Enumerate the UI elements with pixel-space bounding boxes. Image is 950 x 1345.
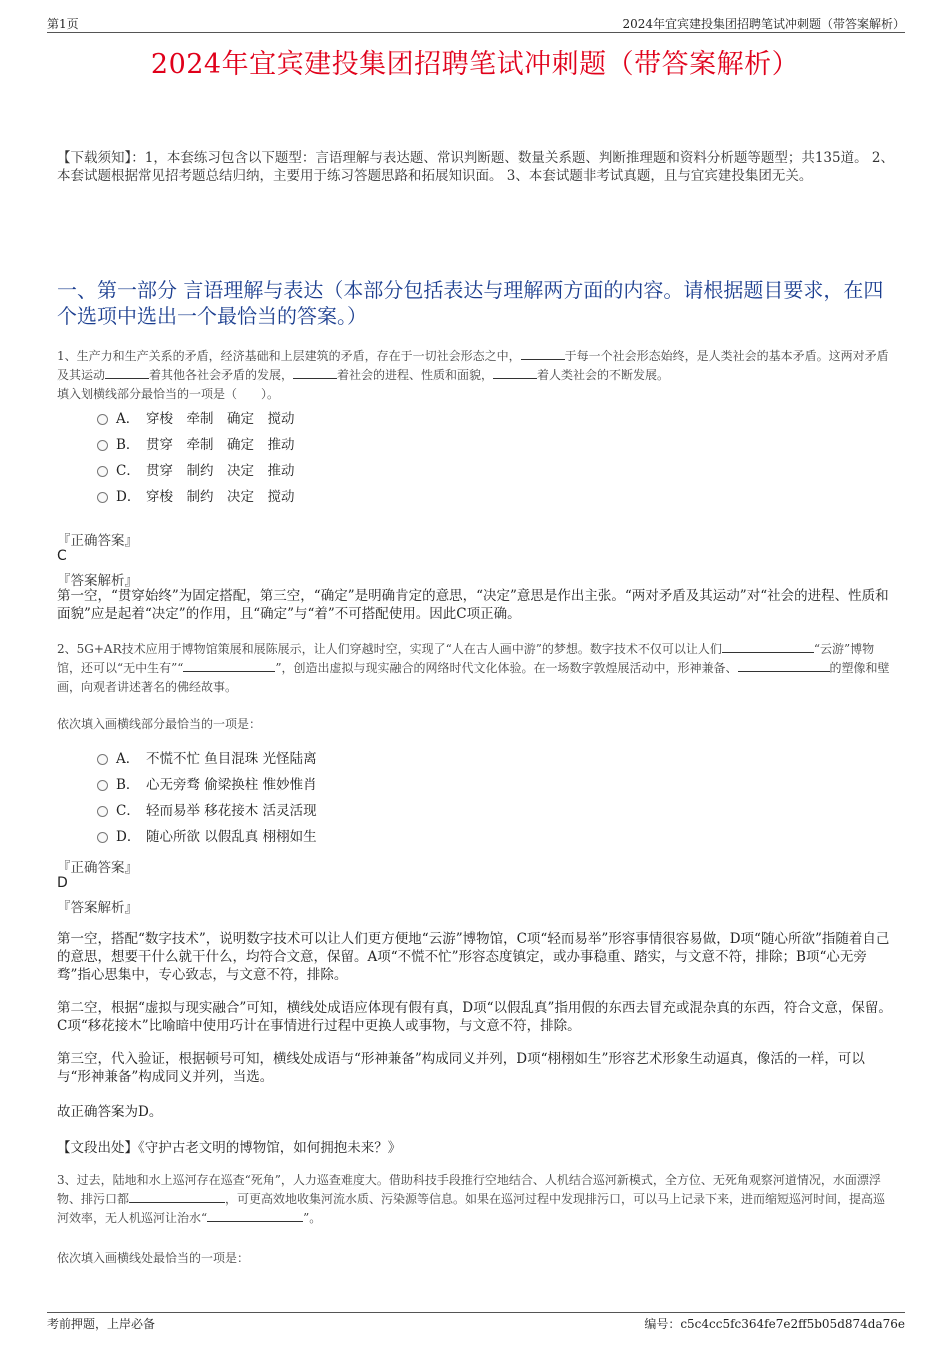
analysis-text: 第一空，“贯穿始终”为固定搭配，第三空，“确定”是明确肯定的意思，“决定”意思是作出主张。“两对矛盾及其运动”对“社会的进程、性质和面貌”应是起着“决定”的作用，且“确定”与“着”不可搭配使用。因此C项正确。 [57,588,889,622]
option-c[interactable]: C． 轻而易举 移花接木 活灵活现 [97,798,317,824]
radio-button[interactable] [97,414,108,425]
answer-blank [293,366,337,379]
question-3-stem: 3、过去，陆地和水上巡河存在巡查“死角”，人力巡查难度大。借助科技手段推行空地结合、人机结合巡河新模式，全方位、无死角观察河道情况，水面漂浮物、排污口都 ，可更高效地收集河流水质、污染源等信息。如果在巡河过程中发现排污口，可以马上记录下来，进而缩短巡河时间，提高巡河效率，无人机巡河让治水“ ”。 [57,1173,886,1225]
question-2-prompt: 依次填入画横线部分最恰当的一项是： [57,717,262,731]
answer-blank [207,1209,303,1222]
radio-button[interactable] [97,780,108,791]
passage-source: 【文段出处】《守护古老文明的博物馆，如何拥抱未来？》 [57,1140,402,1156]
analysis-paragraph-3: 第三空，代入验证，根据顿号可知，横线处成语与“形神兼备”构成同义并列，D项“栩栩如生”形容艺术形象生动逼真，像活的一样，可以与“形神兼备”构成同义并列，当选。 [57,1051,865,1085]
analysis-label: 『答案解析』 [57,900,138,916]
option-a[interactable]: A． 穿梭 牵制 确定 搅动 [97,406,295,432]
radio-button[interactable] [97,492,108,503]
analysis-label: 『答案解析』 [57,573,138,589]
answer-label: 『正确答案』 [57,533,138,549]
page-number: 第1页 [47,17,79,31]
question-1-options [97,406,295,510]
option-a[interactable]: A． 不慌不忙 鱼目混珠 光怪陆离 [97,746,317,772]
question-2-options [97,746,317,850]
header-doc-title: 2024年宜宾建投集团招聘笔试冲刺题（带答案解析） [622,17,905,31]
answer-blank [183,659,275,672]
correct-answer: D [57,875,68,891]
question-2-stem: 2、5G+AR技术应用于博物馆策展和展陈展示，让人们穿越时空，实现了“人在古人画中游”的梦想。数字技术不仅可以让人们 “云游”博物馆，还可以“无中生有”“ ”，创造出虚拟与现实融合的网络时代文化体验。在一场数字敦煌展活动中，形神兼备、 的塑像和壁画，向观者讲述著名的佛经故事。 [57,642,890,694]
radio-button[interactable] [97,806,108,817]
answer-blank [129,1190,225,1203]
option-d[interactable]: D． 穿梭 制约 决定 搅动 [97,484,295,510]
correct-answer: C [57,548,67,564]
radio-button[interactable] [97,832,108,843]
page-header [47,14,905,33]
question-3-prompt: 依次填入画横线处最恰当的一项是： [57,1251,250,1265]
section-heading: 一、第一部分 言语理解与表达（本部分包括表达与理解两方面的内容。请根据题目要求，在四个选项中选出一个最恰当的答案。） [57,278,884,328]
option-b[interactable]: B． 贯穿 牵制 确定 推动 [97,432,295,458]
question-1-prompt: 填入划横线部分最恰当的一项是（ ）。 [57,387,280,401]
analysis-paragraph-1: 第一空，搭配“数字技术”，说明数字技术可以让人们更方便地“云游”博物馆，C项“轻而易举”形容事情很容易做，D项“随心所欲”指随着自己的意思，想要干什么就干什么，均符合文意，保留。A项“不慌不忙”形容态度镇定，或办事稳重、踏实，与文意不符，排除；B项“心无旁骛”指心思集中，专心致志，与文意不符，排除。 [57,931,890,983]
radio-button[interactable] [97,440,108,451]
radio-button[interactable] [97,466,108,477]
download-notice: 【下载须知】：1，本套练习包含以下题型：言语理解与表达题、常识判断题、数量关系题、判断推理题和资料分析题等题型；共135道。 2、本套试题根据常见招考题总结归纳，主要用于练习答题思路和拓展知识面。 3、本套试题非考试真题，且与宜宾建投集团无关。 [57,150,894,184]
document-title: 2024年宜宾建投集团招聘笔试冲刺题（带答案解析） [150,49,800,80]
answer-blank [722,640,814,653]
radio-button[interactable] [97,754,108,765]
answer-label: 『正确答案』 [57,860,138,876]
analysis-paragraph-2: 第二空，根据“虚拟与现实融合”可知，横线处成语应体现有假有真，D项“以假乱真”指用假的东西去冒充或混杂真的东西，符合文意，保留。C项“移花接木”比喻暗中使用巧计在事情进行过程中更换人或事物，与文意不符，排除。 [57,1000,892,1034]
answer-blank [738,659,830,672]
answer-blank [493,366,537,379]
footer-slogan: 考前押题，上岸必备 [47,1317,156,1331]
answer-blank [105,366,149,379]
option-d[interactable]: D． 随心所欲 以假乱真 栩栩如生 [97,824,317,850]
page-footer [47,1312,905,1333]
question-1-stem: 1、生产力和生产关系的矛盾，经济基础和上层建筑的矛盾，存在于一切社会形态之中， 于每一个社会形态始终，是人类社会的基本矛盾。这两对矛盾及其运动 着其他各社会矛盾的发展， 着社会的进程、性质和面貌， 着人类社会的不断发展。 填入划横线部分最恰当的一项是（ ）。 [57,347,895,404]
option-c[interactable]: C． 贯穿 制约 决定 推动 [97,458,295,484]
answer-blank [521,347,565,360]
analysis-conclusion: 故正确答案为D。 [57,1104,163,1120]
option-b[interactable]: B． 心无旁骛 偷梁换柱 惟妙惟肖 [97,772,317,798]
document-id: 编号：c5c4cc5fc364fe7e2ff5b05d874da76e [644,1317,905,1331]
